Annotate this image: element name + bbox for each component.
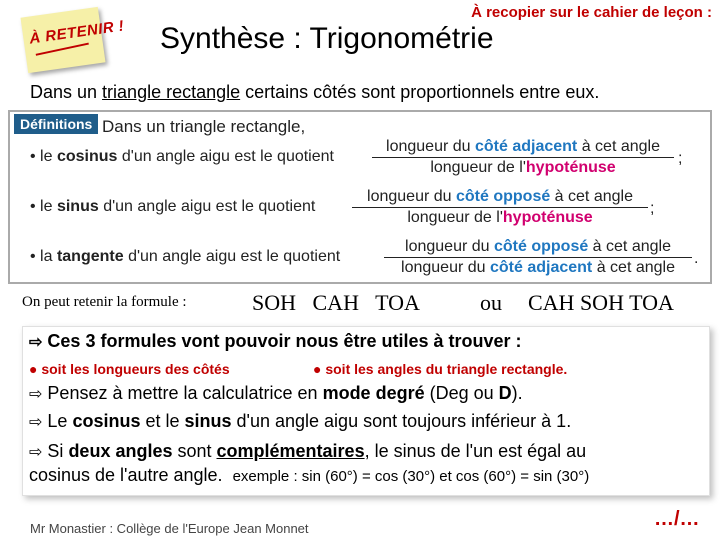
page-continuation: …/… [654, 508, 700, 530]
mnemonic-soh-cah-toa: SOH CAH TOA [252, 290, 420, 315]
definitions-tab: Définitions [14, 114, 98, 134]
copy-instruction: À recopier sur le cahier de leçon : [471, 4, 712, 21]
rule-keyword: cosinus [56, 148, 118, 165]
sticker-label: À RETENIR ! [28, 17, 126, 48]
page-title: Synthèse : Trigonométrie [160, 22, 494, 55]
notes-line-formulas [29, 331, 522, 352]
footer-author: Mr Monastier : Collège de l'Europe Jean Monnet [30, 521, 309, 536]
sinus-fraction [352, 188, 648, 227]
rule-keyword: tangente [56, 248, 124, 265]
a-retenir-sticker [20, 7, 126, 73]
rule-tangente [30, 248, 340, 266]
arrow-right-icon: ⇨ [29, 386, 43, 403]
notes-line-complementary: ⇨ Si deux angles sont complémentaires, le sinus de l'un est égal au [29, 441, 587, 461]
formula-label: On peut retenir la formule : [22, 294, 187, 310]
arrow-right-icon: ⇨ [29, 414, 43, 431]
intro-underlined: triangle rectangle [102, 82, 241, 102]
fraction-denominator: longueur de l'hypoténuse [372, 157, 674, 177]
rule-suffix: d'un angle aigu est le quotient [123, 248, 341, 265]
rule-suffix: d'un angle aigu est le quotient [117, 148, 334, 165]
fraction-numerator: longueur du côté opposé à cet angle [367, 188, 633, 205]
rule-prefix: • le [30, 198, 57, 215]
mnemonic-or: ou [480, 290, 502, 315]
complementary-continuation: cosinus de l'autre angle. [29, 465, 223, 485]
rule-sinus [30, 198, 315, 216]
notes-box [22, 326, 710, 496]
intro-after: certains côtés sont proportionnels entre eux. [240, 82, 600, 102]
notes-text: Ces 3 formules vont pouvoir nous être utiles à trouver : [47, 331, 522, 351]
intro-before: Dans un [30, 82, 103, 102]
rule-end: . [694, 250, 699, 267]
rule-prefix: • le [30, 148, 57, 165]
fraction-numerator: longueur du côté adjacent à cet angle [386, 138, 660, 155]
cosinus-fraction [372, 138, 674, 177]
tangente-fraction [384, 238, 692, 277]
mnemonic-cah-soh-toa: CAH SOH TOA [528, 290, 674, 315]
arrow-right-icon: ⇨ [29, 444, 43, 461]
definitions-box [8, 110, 712, 284]
notes-line-degree: ⇨ Pensez à mettre la calculatrice en mode degré (Deg ou D). [29, 383, 523, 403]
arrow-right-icon: ⇨ [29, 334, 43, 351]
rule-suffix: d'un angle aigu est le quotient [98, 198, 316, 215]
rule-end: ; [650, 200, 655, 217]
rule-cosinus [30, 148, 334, 166]
complementary-example: exemple : sin (60°) = cos (30°) et cos (60°) = sin (30°) [232, 468, 590, 485]
bullet-angles: ● soit les angles du triangle rectangle. [313, 361, 568, 377]
fraction-denominator: longueur de l'hypoténuse [352, 207, 648, 227]
notes-line-inferior: ⇨ Le cosinus et le sinus d'un angle aigu sont toujours inférieur à 1. [29, 411, 572, 431]
fraction-denominator: longueur du côté adjacent à cet angle [384, 257, 692, 277]
rule-prefix: • la [30, 248, 57, 265]
intro-sentence [30, 82, 599, 103]
fraction-numerator: longueur du côté opposé à cet angle [405, 238, 671, 255]
rule-end: ; [678, 150, 683, 167]
notes-line-example [29, 465, 589, 486]
rule-keyword: sinus [56, 198, 99, 215]
bullet-lengths: ● soit les longueurs des côtés [29, 361, 230, 377]
definitions-intro: Dans un triangle rectangle, [102, 117, 306, 136]
